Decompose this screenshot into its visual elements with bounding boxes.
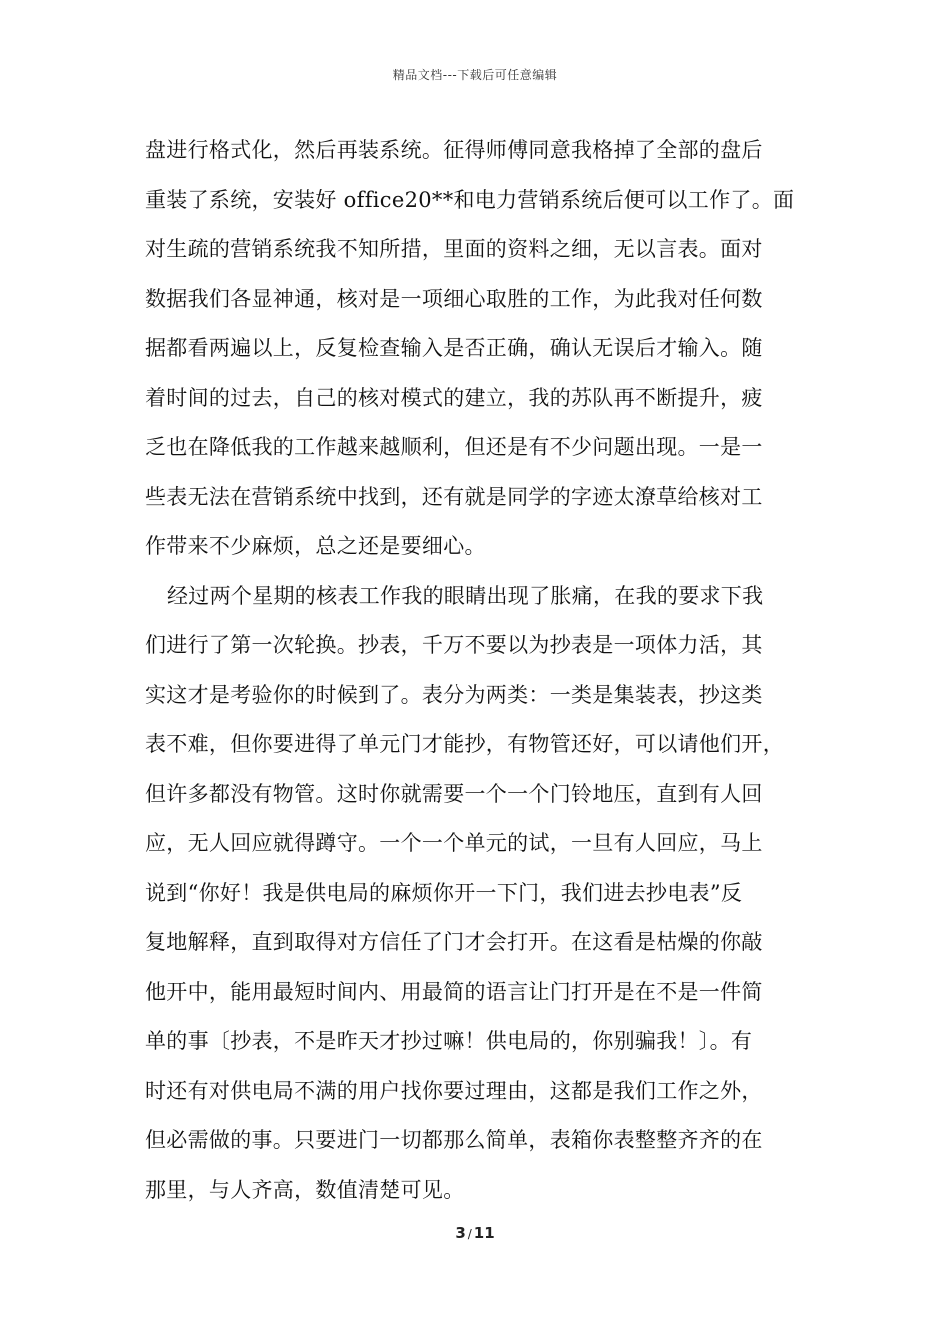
text-line: 重装了系统，安装好 office20**和电力营销系统后便可以工作了。面 (145, 187, 795, 212)
text-line: 说到“你好！我是供电局的麻烦你开一下门，我们进去抄电表”反 (145, 880, 743, 905)
text-line: 着时间的过去，自己的核对模式的建立，我的苏队再不断提升，疲 (145, 385, 763, 410)
text-line: 复地解释，直到取得对方信任了门才会打开。在这看是枯燥的你敲 (145, 930, 763, 954)
text-line: 作带来不少麻烦，总之还是要细心。 (145, 534, 486, 558)
text-line: 时还有对供电局不满的用户找你要过理由，这都是我们工作之外， (145, 1078, 763, 1103)
current-page: 3 (455, 1224, 466, 1242)
page-number (0, 1224, 950, 1242)
text-line: 数据我们各显神通，核对是一项细心取胜的工作，为此我对任何数 (145, 286, 763, 311)
text-line: 据都看两遍以上，反复检查输入是否正确，确认无误后才输入。随 (145, 336, 763, 360)
text-line: 那里，与人齐高，数值清楚可见。 (145, 1177, 465, 1202)
text-line: 他开中，能用最短时间内、用最简的语言让门打开是在不是一件简 (145, 979, 763, 1004)
text-line: 盘进行格式化，然后再装系统。征得师傅同意我格掉了全部的盘后 (145, 138, 763, 162)
body-text (145, 126, 825, 1215)
text-line: 乏也在降低我的工作越来越顺利，但还是有不少问题出现。一是一 (145, 435, 763, 459)
text-line: 实这才是考验你的时候到了。表分为两类：一类是集装表，抄这类 (145, 682, 763, 707)
text-line: 应，无人回应就得蹲守。一个一个单元的试，一旦有人回应，马上 (145, 831, 763, 855)
text-line: 些表无法在营销系统中找到，还有就是同学的字迹太潦草给核对工 (145, 484, 763, 509)
total-pages: 11 (473, 1224, 495, 1242)
text-line: 但许多都没有物管。这时你就需要一个一个门铃地压，直到有人回 (145, 781, 763, 806)
page-header: 精品文档---下载后可任意编辑 (392, 68, 558, 82)
text-line: 单的事〔抄表，不是昨天才抄过嘛！供电局的，你别骗我！〕。有 (145, 1029, 753, 1053)
text-line: 但必需做的事。只要进门一切都那么简单，表箱你表整整齐齐的在 (145, 1128, 763, 1152)
paragraph-start-line: 经过两个星期的核表工作我的眼睛出现了胀痛，在我的要求下我 (167, 583, 764, 608)
text-line: 表不难，但你要进得了单元门才能抄，有物管还好，可以请他们开， (145, 732, 784, 756)
text-line: 对生疏的营销系统我不知所措，里面的资料之细，无以言表。面对 (145, 237, 763, 261)
page-separator: / (467, 1227, 472, 1241)
text-line: 们进行了第一次轮换。抄表，千万不要以为抄表是一项体力活，其 (145, 633, 763, 657)
